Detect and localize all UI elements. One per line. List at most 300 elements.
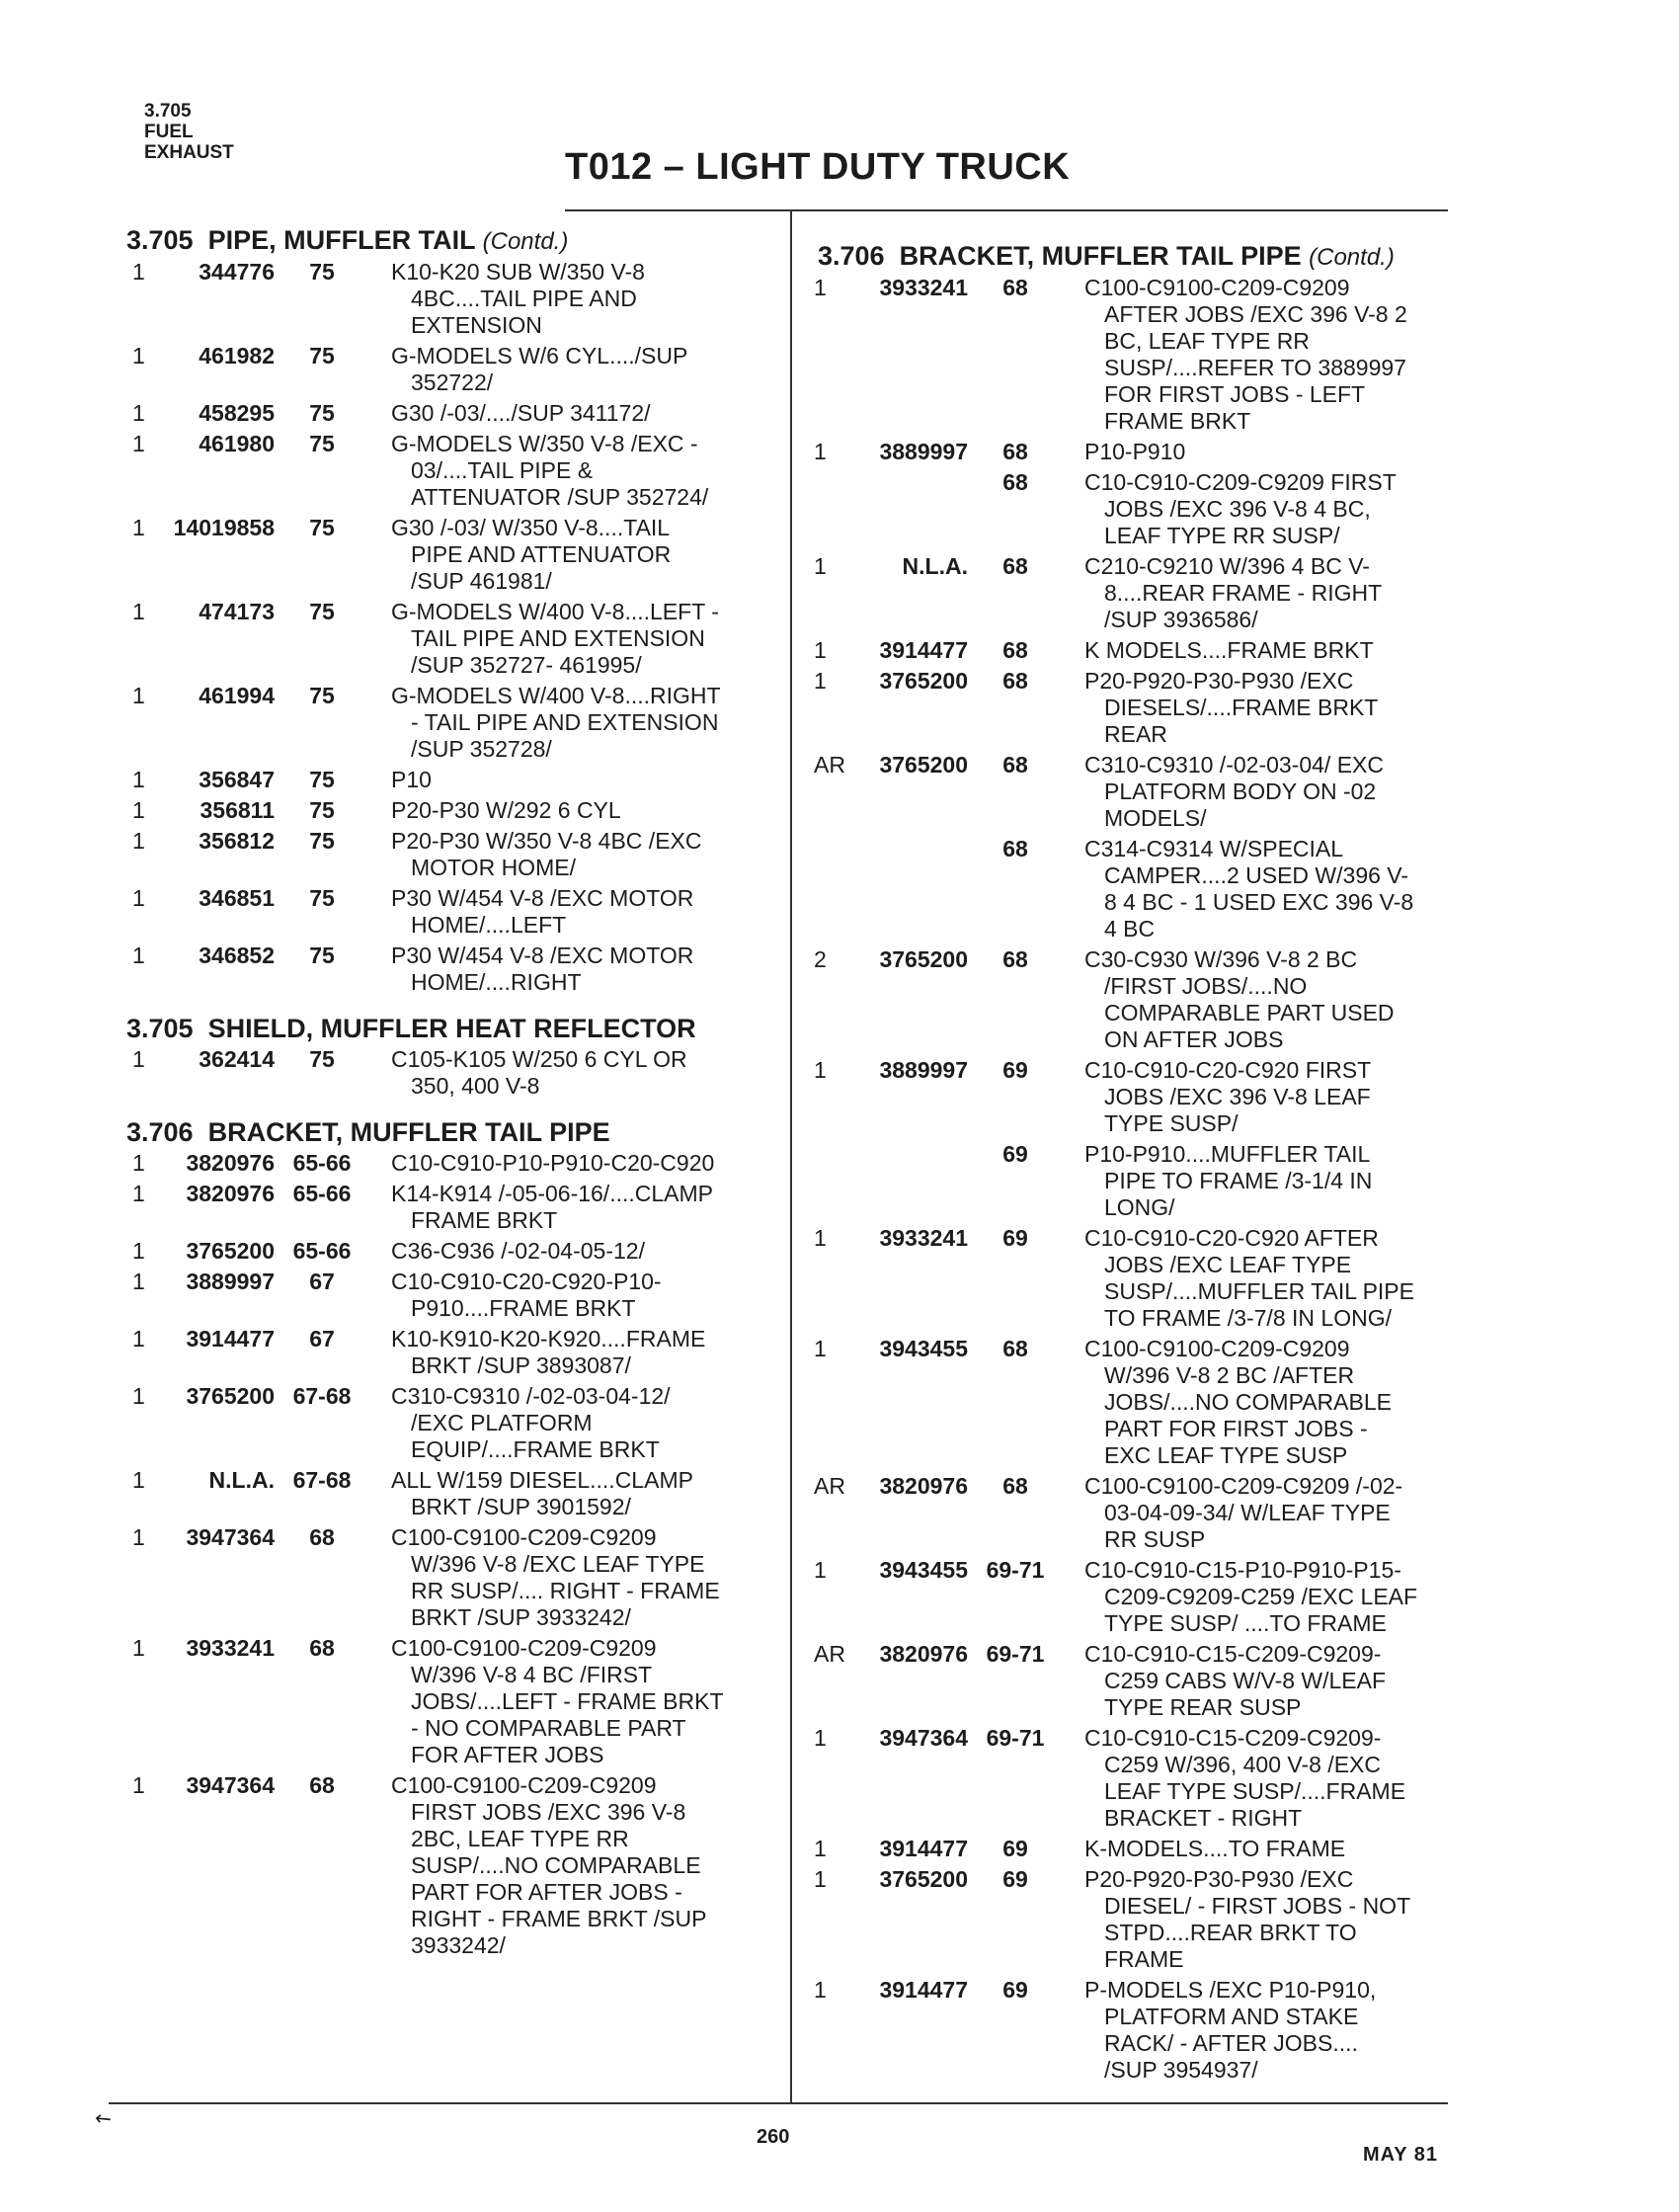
quantity-cell: 2 (814, 946, 827, 972)
quantity-cell: 1 (132, 942, 145, 968)
parts-row (117, 1467, 776, 1520)
parts-row (117, 1326, 776, 1379)
quantity-cell: 1 (132, 1467, 145, 1493)
description-line: K MODELS....FRAME BRKT (1084, 637, 1374, 663)
description-cell (369, 942, 776, 996)
part-number-cell: N.L.A. (208, 1467, 275, 1493)
description-line: EXTENSION (411, 312, 542, 338)
part-number-cell: 3889997 (186, 1269, 275, 1294)
model-year-cell: 65-66 (292, 1150, 352, 1176)
parts-row (117, 683, 776, 763)
part-number-cell: 3765200 (186, 1383, 275, 1409)
description-line: DIESEL/ - FIRST JOBS - NOT (1104, 1893, 1411, 1919)
model-year-cell: 75 (309, 1046, 335, 1072)
description-cell (1063, 668, 1479, 748)
part-number-cell: 362414 (199, 1046, 275, 1072)
part-number-cell: 3914477 (879, 637, 968, 663)
part-number-cell: 3765200 (879, 752, 968, 778)
section-heading-title: PIPE, MUFFLER TAIL (207, 225, 476, 255)
parts-row (808, 1057, 1479, 1137)
model-year-cell: 69 (1002, 1977, 1028, 2003)
parts-row (117, 400, 776, 427)
part-number-cell: 356811 (200, 797, 275, 823)
quantity-cell: 1 (132, 259, 145, 285)
description-line: JOBS/....NO COMPARABLE (1104, 1389, 1392, 1415)
parts-row (808, 1473, 1479, 1553)
description-cell (1063, 439, 1479, 465)
parts-row (808, 553, 1479, 633)
description-line: FRAME (1104, 1946, 1184, 1972)
description-cell (369, 259, 776, 339)
parts-row (117, 1269, 776, 1322)
quantity-cell: 1 (132, 1635, 145, 1661)
description-line: SUSP/....REFER TO 3889997 (1104, 355, 1406, 380)
description-line: TYPE SUSP/ ....TO FRAME (1104, 1610, 1387, 1636)
description-line: C10-C910-C20-C920 AFTER (1084, 1225, 1379, 1251)
description-line: EQUIP/....FRAME BRKT (411, 1436, 660, 1462)
section-heading (126, 227, 776, 255)
parts-row (808, 439, 1479, 465)
parts-row (117, 1383, 776, 1463)
part-number-cell: 3943455 (879, 1336, 968, 1361)
description-cell (1063, 469, 1479, 549)
description-line: C36-C936 /-02-04-05-12/ (391, 1238, 645, 1264)
section-heading (126, 1016, 776, 1042)
stray-mark: ↖ (90, 2105, 118, 2133)
description-line: RR SUSP (1104, 1526, 1206, 1552)
description-line: PLATFORM AND STAKE (1104, 2004, 1359, 2029)
model-year-cell: 75 (309, 942, 335, 968)
part-number-cell: 461982 (199, 343, 275, 369)
description-line: EXC LEAF TYPE SUSP (1104, 1442, 1348, 1468)
parts-row (117, 942, 776, 996)
quantity-cell: 1 (132, 1383, 145, 1409)
description-cell (1063, 1977, 1479, 2084)
parts-row (808, 275, 1479, 435)
part-number-cell: 3765200 (879, 668, 968, 694)
part-number-cell: 3765200 (186, 1238, 275, 1264)
quantity-cell: 1 (132, 683, 145, 708)
parts-row (117, 1046, 776, 1100)
quantity-cell: AR (814, 1641, 845, 1667)
description-line: K-MODELS....TO FRAME (1084, 1836, 1346, 1861)
model-year-cell: 69 (1002, 1836, 1028, 1861)
model-year-cell: 68 (1002, 836, 1028, 861)
model-year-cell: 65-66 (292, 1238, 352, 1264)
model-year-cell: 75 (309, 400, 335, 426)
description-line: FRAME BRKT (1104, 408, 1251, 434)
description-cell (369, 828, 776, 881)
model-year-cell: 67-68 (292, 1467, 352, 1493)
description-cell (1063, 836, 1479, 942)
column-divider (790, 211, 792, 2102)
quantity-cell: 1 (814, 1225, 827, 1251)
description-line: ALL W/159 DIESEL....CLAMP (391, 1467, 693, 1493)
parts-row (117, 259, 776, 339)
parts-row (808, 1866, 1479, 1973)
section-number: 3.705 (144, 101, 192, 122)
part-number-cell: 461980 (199, 431, 275, 456)
model-year-cell: 75 (309, 343, 335, 369)
description-line: PIPE TO FRAME /3-1/4 IN (1104, 1168, 1373, 1193)
description-line: /SUP 352728/ (411, 736, 552, 762)
part-number-cell: 3914477 (879, 1836, 968, 1861)
description-line: P30 W/454 V-8 /EXC MOTOR (391, 885, 694, 911)
description-cell (1063, 1557, 1479, 1637)
parts-row (808, 1641, 1479, 1721)
description-cell (369, 400, 776, 427)
model-year-cell: 69-71 (986, 1641, 1045, 1667)
description-line: ON AFTER JOBS (1104, 1026, 1284, 1052)
model-year-cell: 68 (1002, 668, 1028, 694)
model-year-cell: 67-68 (292, 1383, 352, 1409)
model-year-cell: 75 (309, 683, 335, 708)
description-line: REAR (1104, 721, 1167, 747)
description-line: FOR AFTER JOBS (411, 1742, 604, 1767)
description-line: LEAF TYPE SUSP/....FRAME (1104, 1778, 1406, 1804)
description-line: C310-C9310 /-02-03-04/ EXC (1084, 752, 1384, 778)
quantity-cell: 1 (814, 637, 827, 663)
parts-row (117, 797, 776, 824)
description-line: TAIL PIPE AND EXTENSION (411, 625, 705, 651)
model-year-cell: 68 (1002, 752, 1028, 778)
description-line: ATTENUATOR /SUP 352724/ (411, 484, 709, 510)
parts-row (808, 469, 1479, 549)
description-line: C100-C9100-C209-C9209 (391, 1772, 657, 1798)
description-cell (369, 885, 776, 939)
part-number-cell: 3889997 (879, 439, 968, 464)
description-line: G-MODELS W/400 V-8....LEFT - (391, 599, 719, 624)
right-column (808, 235, 1479, 2088)
description-line: C259 W/396, 400 V-8 /EXC (1104, 1752, 1381, 1777)
model-year-cell: 68 (309, 1635, 335, 1661)
description-line: SUSP/....MUFFLER TAIL PIPE (1104, 1278, 1414, 1304)
description-line: P10-P910 (1084, 439, 1186, 464)
quantity-cell: 1 (814, 1725, 827, 1751)
quantity-cell: 1 (814, 1336, 827, 1361)
part-number-cell: 3820976 (186, 1181, 275, 1206)
description-line: C100-C9100-C209-C9209 (1084, 275, 1350, 300)
footer-rule (109, 2102, 1448, 2104)
part-number-cell: N.L.A. (902, 553, 968, 579)
description-line: C105-K105 W/250 6 CYL OR (391, 1046, 687, 1072)
part-number-cell: 3820976 (879, 1641, 968, 1667)
part-number-cell: 3914477 (879, 1977, 968, 2003)
parts-row (117, 431, 776, 511)
description-line: JOBS /EXC 396 V-8 LEAF (1104, 1084, 1371, 1109)
description-line: 8 4 BC - 1 USED EXC 396 V-8 (1104, 889, 1414, 915)
quantity-cell: 1 (814, 439, 827, 464)
publication-date: MAY 81 (1363, 2144, 1439, 2166)
section-heading-number: 3.705 (126, 225, 194, 255)
description-cell (1063, 752, 1479, 832)
quantity-cell: 1 (814, 668, 827, 694)
part-number-cell: 344776 (199, 259, 275, 285)
description-line: HOME/....LEFT (411, 912, 567, 938)
description-line: FIRST JOBS /EXC 396 V-8 (411, 1799, 686, 1825)
description-line: C10-C910-C15-C209-C9209- (1084, 1641, 1382, 1667)
model-year-cell: 68 (1002, 439, 1028, 464)
description-line: P30 W/454 V-8 /EXC MOTOR (391, 942, 694, 968)
description-cell (369, 1181, 776, 1234)
parts-row (117, 1524, 776, 1631)
description-line: C209-C9209-C259 /EXC LEAF (1104, 1584, 1418, 1609)
part-number-cell: 3765200 (879, 946, 968, 972)
part-number-cell: 3947364 (186, 1524, 275, 1550)
description-line: PLATFORM BODY ON -02 (1104, 778, 1377, 804)
description-line: TYPE REAR SUSP (1104, 1694, 1302, 1720)
description-line: JOBS /EXC LEAF TYPE (1104, 1252, 1352, 1277)
description-line: TO FRAME /3-7/8 IN LONG/ (1104, 1305, 1392, 1331)
quantity-cell: 1 (814, 1866, 827, 1892)
description-line: STPD....REAR BRKT TO (1104, 1920, 1357, 1945)
description-line: BRACKET - RIGHT (1104, 1805, 1303, 1831)
quantity-cell: 1 (814, 1557, 827, 1583)
description-line: /SUP 3954937/ (1104, 2057, 1258, 2083)
description-line: SUSP/....NO COMPARABLE (411, 1852, 701, 1878)
parts-row (808, 1141, 1479, 1221)
part-number-cell: 3933241 (879, 275, 968, 300)
quantity-cell: 1 (132, 885, 145, 911)
description-line: BRKT /SUP 3893087/ (411, 1352, 631, 1378)
description-cell (1063, 1641, 1479, 1721)
description-cell (369, 1635, 776, 1768)
model-year-cell: 75 (309, 259, 335, 285)
description-line: P20-P30 W/350 V-8 4BC /EXC (391, 828, 702, 854)
parts-row (117, 828, 776, 881)
description-line: C10-C910-C15-P10-P910-P15- (1084, 1557, 1401, 1583)
description-line: K10-K20 SUB W/350 V-8 (391, 259, 645, 285)
description-line: PIPE AND ATTENUATOR (411, 541, 672, 567)
description-line: G-MODELS W/6 CYL..../SUP (391, 343, 688, 369)
quantity-cell: 1 (814, 275, 827, 300)
description-line: C10-C910-C209-C9209 FIRST (1084, 469, 1397, 495)
section-heading-title: BRACKET, MUFFLER TAIL PIPE (207, 1117, 610, 1147)
quantity-cell: 1 (132, 767, 145, 792)
section-heading-title: BRACKET, MUFFLER TAIL PIPE (899, 241, 1302, 271)
model-year-cell: 75 (309, 828, 335, 854)
part-number-cell: 3889997 (879, 1057, 968, 1083)
parts-row (117, 515, 776, 595)
parts-row (808, 1725, 1479, 1832)
parts-row (117, 767, 776, 793)
model-year-cell: 75 (309, 797, 335, 823)
description-line: 3933242/ (411, 1932, 506, 1958)
description-line: P910....FRAME BRKT (411, 1295, 636, 1321)
description-line: /SUP 461981/ (411, 568, 552, 594)
description-cell (369, 1524, 776, 1631)
description-line: BRKT /SUP 3901592/ (411, 1494, 631, 1519)
description-line: 352722/ (411, 369, 494, 395)
parts-row (808, 668, 1479, 748)
part-number-cell: 461994 (199, 683, 275, 708)
section-heading-number: 3.706 (818, 241, 885, 271)
quantity-cell: 1 (132, 1772, 145, 1798)
description-line: 4BC....TAIL PIPE AND (411, 286, 637, 311)
quantity-cell: 1 (132, 1269, 145, 1294)
model-year-cell: 69-71 (986, 1557, 1045, 1583)
description-line: C100-C9100-C209-C9209 (391, 1635, 657, 1661)
description-line: C100-C9100-C209-C9209 /-02- (1084, 1473, 1403, 1499)
description-cell (369, 431, 776, 511)
model-year-cell: 75 (309, 885, 335, 911)
description-cell (369, 599, 776, 679)
description-line: LONG/ (1104, 1194, 1175, 1220)
part-number-cell: 3820976 (186, 1150, 275, 1176)
description-cell (369, 1046, 776, 1100)
description-line: C10-C910-C20-C920-P10- (391, 1269, 662, 1294)
quantity-cell: 1 (132, 1046, 145, 1072)
description-cell (369, 1150, 776, 1177)
model-year-cell: 69 (1002, 1057, 1028, 1083)
description-line: W/396 V-8 /EXC LEAF TYPE (411, 1551, 705, 1577)
parts-row (808, 1225, 1479, 1332)
parts-row (117, 1635, 776, 1768)
description-line: C259 CABS W/V-8 W/LEAF (1104, 1668, 1387, 1693)
description-cell (369, 343, 776, 396)
description-line: K14-K914 /-05-06-16/....CLAMP (391, 1181, 713, 1206)
description-line: MODELS/ (1104, 805, 1207, 831)
description-cell (369, 1269, 776, 1322)
quantity-cell: 1 (132, 1238, 145, 1264)
model-year-cell: 69-71 (986, 1725, 1045, 1751)
description-line: C10-C910-C15-C209-C9209- (1084, 1725, 1382, 1751)
description-line: RACK/ - AFTER JOBS.... (1104, 2030, 1358, 2056)
description-line: FOR FIRST JOBS - LEFT (1104, 381, 1366, 407)
quantity-cell: 1 (132, 1524, 145, 1550)
quantity-cell: 1 (132, 599, 145, 624)
model-year-cell: 75 (309, 515, 335, 540)
part-number-cell: 3914477 (186, 1326, 275, 1352)
model-year-cell: 65-66 (292, 1181, 352, 1206)
description-line: G30 /-03/ W/350 V-8....TAIL (391, 515, 671, 540)
model-year-cell: 75 (309, 599, 335, 624)
model-year-cell: 69 (1002, 1141, 1028, 1167)
description-line: G-MODELS W/400 V-8....RIGHT (391, 683, 721, 708)
description-line: 03-04-09-34/ W/LEAF TYPE (1104, 1500, 1391, 1525)
description-line: G-MODELS W/350 V-8 /EXC - (391, 431, 698, 456)
description-cell (369, 1238, 776, 1265)
description-line: BC, LEAF TYPE RR (1104, 328, 1310, 354)
parts-row (808, 752, 1479, 832)
description-cell (1063, 1057, 1479, 1137)
description-cell (1063, 1866, 1479, 1973)
description-line: C10-C910-C20-C920 FIRST (1084, 1057, 1372, 1083)
quantity-cell: 1 (132, 797, 145, 823)
description-line: /EXC PLATFORM (411, 1410, 593, 1435)
description-line: 03/....TAIL PIPE & (411, 457, 594, 483)
description-line: PART FOR FIRST JOBS - (1104, 1416, 1368, 1441)
part-number-cell: 14019858 (173, 515, 275, 540)
part-number-cell: 3943455 (879, 1557, 968, 1583)
description-line: MOTOR HOME/ (411, 855, 576, 880)
description-line: TYPE SUSP/ (1104, 1110, 1239, 1136)
model-year-cell: 69 (1002, 1866, 1028, 1892)
description-line: AFTER JOBS /EXC 396 V-8 2 (1104, 301, 1407, 327)
part-number-cell: 356812 (199, 828, 275, 854)
model-year-cell: 68 (1002, 275, 1028, 300)
parts-row (117, 885, 776, 939)
model-year-cell: 68 (1002, 553, 1028, 579)
model-year-cell: 69 (1002, 1225, 1028, 1251)
part-number-cell: 3947364 (186, 1772, 275, 1798)
description-line: C30-C930 W/396 V-8 2 BC (1084, 946, 1358, 972)
description-cell (369, 797, 776, 824)
description-line: PART FOR AFTER JOBS - (411, 1879, 682, 1905)
quantity-cell: AR (814, 752, 845, 778)
parts-row (808, 836, 1479, 942)
description-line: 8....REAR FRAME - RIGHT (1104, 580, 1383, 606)
section-heading-title: SHIELD, MUFFLER HEAT REFLECTOR (207, 1014, 696, 1043)
description-line: DIESELS/....FRAME BRKT (1104, 695, 1379, 720)
description-cell (1063, 1836, 1479, 1862)
description-cell (1063, 553, 1479, 633)
model-year-cell: 75 (309, 767, 335, 792)
description-line: CAMPER....2 USED W/396 V- (1104, 862, 1409, 888)
parts-row (808, 946, 1479, 1053)
model-year-cell: 75 (309, 431, 335, 456)
section-fuel: FUEL (144, 122, 194, 142)
description-cell (1063, 637, 1479, 664)
left-column (117, 219, 776, 1963)
model-year-cell: 68 (309, 1772, 335, 1798)
description-line: P20-P30 W/292 6 CYL (391, 797, 621, 823)
part-number-cell: 3933241 (186, 1635, 275, 1661)
parts-row (808, 637, 1479, 664)
description-line: P20-P920-P30-P930 /EXC (1084, 1866, 1354, 1892)
parts-row (117, 343, 776, 396)
description-line: HOME/....RIGHT (411, 969, 582, 995)
description-line: /SUP 3936586/ (1104, 607, 1258, 632)
parts-row (808, 1977, 1479, 2084)
description-line: JOBS/....LEFT - FRAME BRKT (411, 1688, 724, 1714)
description-line: W/396 V-8 2 BC /AFTER (1104, 1362, 1355, 1388)
section-heading-contd: (Contd.) (482, 228, 569, 255)
description-line: C100-C9100-C209-C9209 (1084, 1336, 1350, 1361)
parts-row (808, 1836, 1479, 1862)
part-number-cell: 3820976 (879, 1473, 968, 1499)
description-line: - NO COMPARABLE PART (411, 1715, 686, 1741)
model-year-cell: 68 (1002, 1473, 1028, 1499)
description-line: P-MODELS /EXC P10-P910, (1084, 1977, 1377, 2003)
quantity-cell: 1 (132, 515, 145, 540)
description-line: K10-K910-K20-K920....FRAME (391, 1326, 706, 1352)
section-heading-number: 3.706 (126, 1117, 194, 1147)
description-cell (1063, 1725, 1479, 1832)
parts-row (117, 1772, 776, 1959)
header-rule (565, 209, 1448, 211)
description-line: C314-C9314 W/SPECIAL (1084, 836, 1344, 861)
description-line: /FIRST JOBS/....NO (1104, 973, 1308, 999)
description-cell (369, 683, 776, 763)
description-cell (1063, 1141, 1479, 1221)
section-reference (144, 101, 234, 163)
description-line: C10-C910-P10-P910-C20-C920 (391, 1150, 715, 1176)
description-line: W/396 V-8 4 BC /FIRST (411, 1662, 653, 1687)
description-cell (1063, 1473, 1479, 1553)
description-cell (369, 1326, 776, 1379)
part-number-cell: 3933241 (879, 1225, 968, 1251)
description-line: COMPARABLE PART USED (1104, 1000, 1395, 1025)
part-number-cell: 346851 (199, 885, 275, 911)
quantity-cell: 1 (132, 400, 145, 426)
quantity-cell: AR (814, 1473, 845, 1499)
model-year-cell: 68 (1002, 1336, 1028, 1361)
description-cell (1063, 1225, 1479, 1332)
description-line: 350, 400 V-8 (411, 1073, 540, 1099)
description-line: P10 (391, 767, 432, 792)
description-cell (369, 1467, 776, 1520)
